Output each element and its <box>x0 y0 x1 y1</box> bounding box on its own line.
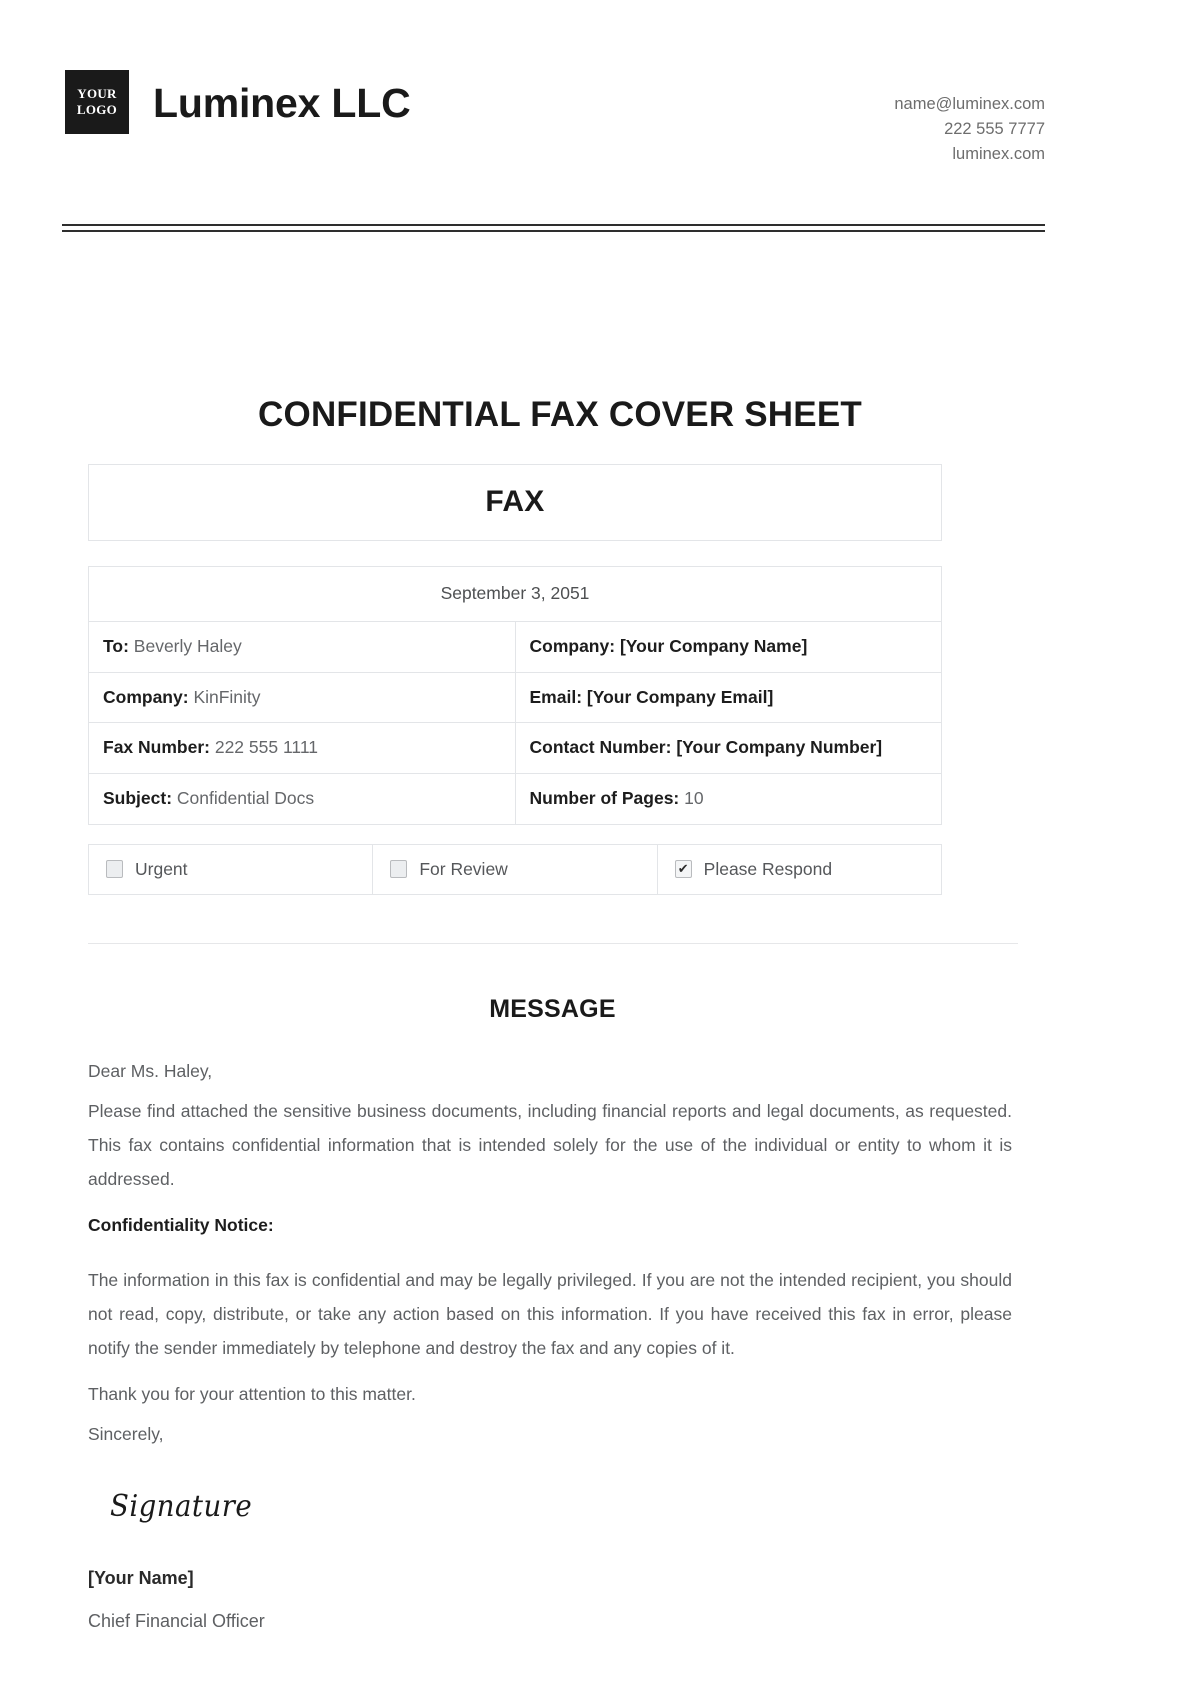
brand-block <box>65 70 410 134</box>
checkbox-label: Please Respond <box>703 858 833 879</box>
cell-number-of-pages <box>515 774 942 825</box>
cell-contact-number <box>515 723 942 774</box>
message-section-divider <box>88 943 1018 944</box>
cell-label: Email: <box>529 686 583 707</box>
cell-value: Confidential Docs <box>176 788 315 809</box>
message-paragraph-1: Please find attached the sensitive business documents, including financial reports and legal documents, as requested. This fax contains confidential information that is intended solely for the use of the individual or entity to whom it is addressed. <box>88 1101 1012 1190</box>
company-name: Luminex LLC <box>153 79 411 126</box>
cell-value: KinFinity <box>193 686 261 707</box>
fax-details-table <box>88 566 942 825</box>
fax-banner: FAX <box>88 464 942 541</box>
cell-subject <box>89 774 516 825</box>
cell-label: Company: <box>103 686 189 707</box>
table-row-date <box>89 567 942 622</box>
cell-label: Subject: <box>103 788 173 809</box>
cell-value: [Your Company Number] <box>676 737 883 758</box>
fax-date: September 3, 2051 <box>89 567 942 622</box>
fax-options-row <box>88 844 942 895</box>
contact-email: name@luminex.com <box>894 95 1045 113</box>
cell-to <box>89 621 516 672</box>
checkbox-option-urgent[interactable] <box>88 844 373 895</box>
page-header <box>0 0 1200 167</box>
checkbox-label: For Review <box>419 858 508 879</box>
sender-title: Chief Financial Officer <box>88 1611 265 1632</box>
message-heading: MESSAGE <box>489 994 616 1023</box>
cell-value: 222 555 1111 <box>214 737 318 758</box>
closing-line: Sincerely, <box>88 1424 164 1445</box>
company-logo <box>65 70 129 134</box>
cell-company-sender <box>515 621 942 672</box>
cell-company-recipient <box>89 672 516 723</box>
contact-website: luminex.com <box>952 145 1045 164</box>
cell-label: Contact Number: <box>529 737 672 758</box>
checkbox-icon[interactable] <box>675 860 692 878</box>
cell-label: Company: <box>529 635 616 656</box>
confidentiality-notice-heading: Confidentiality Notice: <box>88 1215 274 1236</box>
sender-name: [Your Name] <box>88 1568 194 1589</box>
cell-value: [Your Company Email] <box>586 686 774 707</box>
cell-email <box>515 672 942 723</box>
header-contact-info <box>894 70 1045 167</box>
thanks-line: Thank you for your attention to this matter. <box>88 1383 416 1404</box>
salutation: Dear Ms. Haley, <box>88 1060 213 1081</box>
cell-label: Fax Number: <box>103 737 210 758</box>
cell-label: Number of Pages: <box>529 788 680 809</box>
cell-value: [Your Company Name] <box>619 635 808 656</box>
checkbox-label: Urgent <box>135 858 188 879</box>
message-paragraph-2: The information in this fax is confidential and may be legally privileged. If you are not the intended recipient, you should not read, copy, distribute, or take any action based on this information. If you have received this fax in error, please notify the sender immediately by telephone and destroy the fax and any copies of it. <box>88 1269 1012 1358</box>
logo-line-1: YOUR <box>77 86 117 102</box>
checkbox-option-for-review[interactable] <box>373 844 657 895</box>
logo-line-2: LOGO <box>76 102 118 117</box>
check-mark-icon: ✔ <box>677 861 689 877</box>
checkbox-icon[interactable] <box>390 860 407 878</box>
cell-label: To: <box>103 635 129 656</box>
page-title: CONFIDENTIAL FAX COVER SHEET <box>258 395 862 435</box>
cell-value: Beverly Haley <box>133 635 242 656</box>
checkbox-icon[interactable] <box>106 860 123 878</box>
table-row <box>89 672 942 723</box>
header-divider <box>62 224 1045 232</box>
table-row <box>89 621 942 672</box>
fax-details-section <box>88 464 942 895</box>
contact-phone: 222 555 7777 <box>944 120 1045 139</box>
checkbox-option-please-respond[interactable] <box>658 844 942 895</box>
message-body <box>88 1054 1012 1632</box>
signature-mark: Signature <box>110 1489 253 1525</box>
divider-rule-bottom <box>62 230 1045 232</box>
table-row <box>89 774 942 825</box>
table-row <box>89 723 942 774</box>
cell-value: 10 <box>684 788 704 809</box>
cell-fax-number <box>89 723 516 774</box>
